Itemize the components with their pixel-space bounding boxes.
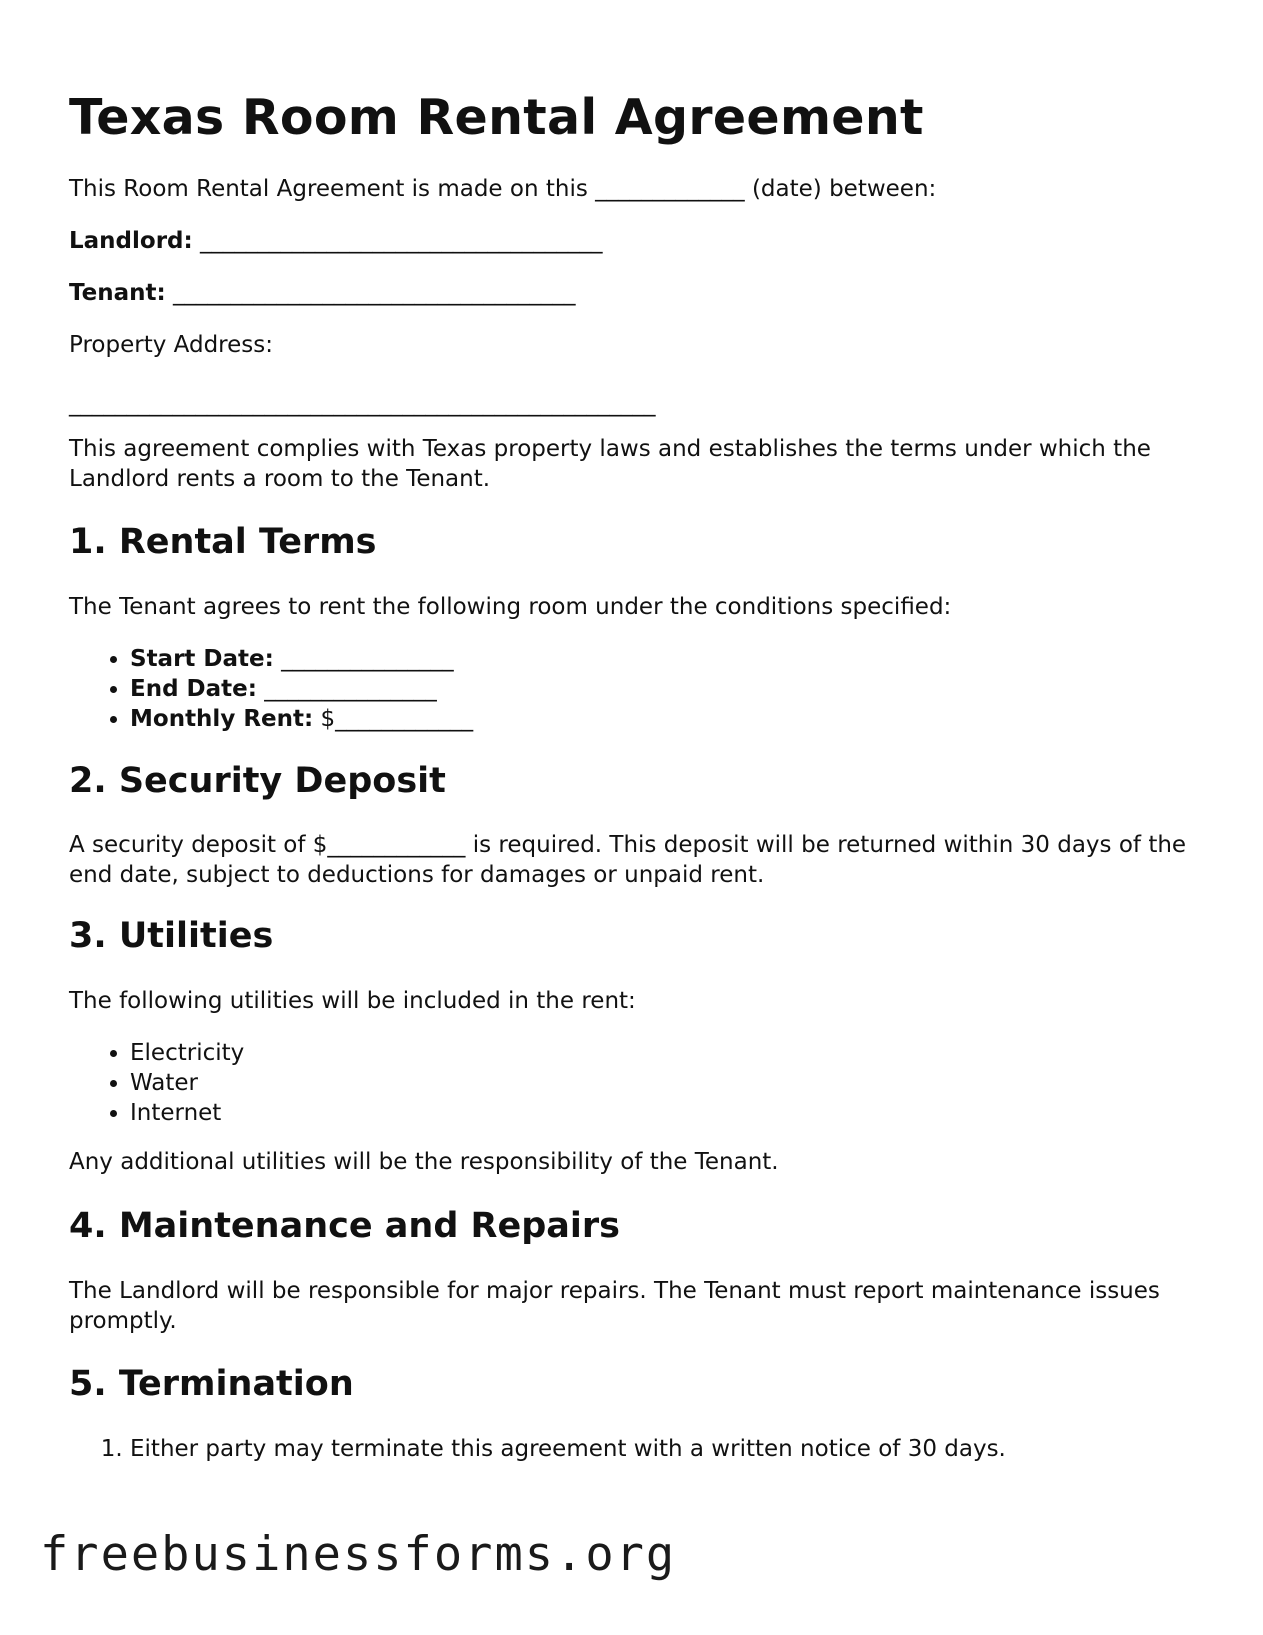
tenant-label: Tenant: [69, 280, 166, 306]
end-date-blank: _______________ [264, 676, 437, 702]
list-item: • Internet [130, 1098, 244, 1128]
rental-terms-list [69, 644, 473, 734]
rental-terms-intro: The Tenant agrees to rent the following room under the conditions specified: [69, 594, 952, 620]
section-heading-rental-terms: 1. Rental Terms [69, 522, 377, 562]
watermark: freebusinessforms.org [40, 1527, 677, 1582]
property-address-label: Property Address: [69, 332, 273, 358]
section-heading-termination: 5. Termination [69, 1364, 354, 1404]
termination-list [69, 1434, 1006, 1464]
start-date-blank: _______________ [281, 646, 454, 672]
maintenance-text: The Landlord will be responsible for major repairs. The Tenant must report maintenance issues promptly. [69, 1278, 1160, 1334]
start-date-label: Start Date: [130, 646, 274, 672]
utilities-list [69, 1038, 244, 1128]
monthly-rent-blank: $____________ [320, 706, 474, 732]
tenant-blank: ___________________________________ [173, 280, 576, 306]
landlord-blank: ___________________________________ [200, 228, 603, 254]
monthly-rent-label: Monthly Rent: [130, 706, 314, 732]
list-item-monthly-rent [130, 704, 473, 734]
section-heading-maintenance: 4. Maintenance and Repairs [69, 1206, 621, 1246]
section-heading-utilities: 3. Utilities [69, 916, 274, 956]
list-item-start-date [130, 644, 473, 674]
property-address-blank: ___________________________________________________ [69, 391, 656, 417]
utilities-intro: The following utilities will be included in the rent: [69, 988, 636, 1014]
list-item: • Water [130, 1068, 244, 1098]
tenant-line [69, 278, 1199, 308]
list-item: 1. Either party may terminate this agreement with a written notice of 30 days. [130, 1434, 1006, 1464]
list-item-end-date [130, 674, 473, 704]
landlord-label: Landlord: [69, 228, 193, 254]
intro-text: This Room Rental Agreement is made on this _____________ (date) between: [69, 176, 937, 202]
compliance-text: This agreement complies with Texas property laws and establishes the terms under which the Landlord rents a room to the Tenant. [69, 436, 1151, 492]
document-title: Texas Room Rental Agreement [69, 89, 924, 146]
landlord-line [69, 226, 1199, 256]
security-deposit-text: A security deposit of $____________ is required. This deposit will be returned within 30 days of the end date, subject to deductions for damages or unpaid rent. [69, 832, 1187, 888]
end-date-label: End Date: [130, 676, 257, 702]
section-heading-security-deposit: 2. Security Deposit [69, 761, 446, 801]
list-item: • Electricity [130, 1038, 244, 1068]
utilities-note: Any additional utilities will be the responsibility of the Tenant. [69, 1149, 779, 1175]
